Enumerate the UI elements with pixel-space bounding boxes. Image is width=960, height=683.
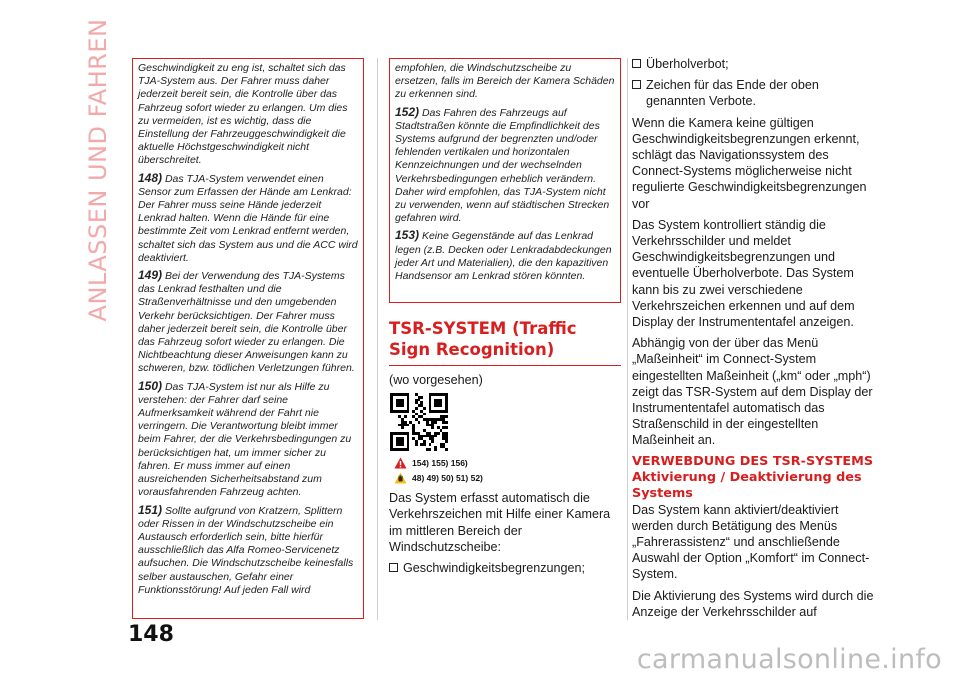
paragraph: Abhängig von der über das Menü „Maßeinheit“ im Connect-System eingestellten Maßeinheit („km“ oder „mph“) zeigt das TSR-System auf dem Display der Instrumententafel automatisch das Straßenschild in der eingestellten Maßeinheit an.: [632, 336, 873, 448]
list-item-text: Geschwindigkeitsbegrenzungen;: [403, 561, 586, 576]
warning-note: [138, 269, 358, 376]
chapter-side-tab-label: ANLASSEN UND FAHREN: [84, 18, 112, 322]
subsection-subheading: Aktivierung / Deaktivierung des Systems: [632, 469, 862, 501]
qr-code-icon[interactable]: [390, 393, 448, 451]
warning-note: [138, 504, 358, 597]
paragraph: Wenn die Kamera keine gültigen Geschwindigkeitsbegrenzungen erkennt, schlägt das Navigationssystem des Connect-Systems möglicherweise nicht regulierte Geschwindigkeitsbegrenzungen vor: [632, 115, 867, 211]
paragraph: Die Aktivierung des Systems wird durch die Anzeige der Verkehrsschilder auf: [632, 588, 874, 619]
warning-note-number: 150): [138, 378, 163, 393]
warning-triangle-icon: [394, 457, 407, 469]
caution-reference-numbers: 48) 49) 50) 51) 52): [412, 473, 483, 484]
warning-note-text: Keine Gegenstände auf das Lenkrad legen (z.B. Decken oder Lenkradabdeckungen jeder Art und Materialien), die den kapazitiven Handsensor am Lenkrad stören könnten.: [395, 230, 612, 283]
list-item: [389, 560, 621, 576]
paragraph: Das System kann aktiviert/deaktiviert werden durch Betätigung des Menüs „Fahrerassistenz“ und anschließende Auswahl der Option „Komfort“ im Connect-System.: [632, 502, 870, 582]
warning-note: [395, 106, 615, 226]
checkbox-bullet-icon: [389, 563, 398, 572]
list-item-text: Überholverbot;: [646, 57, 729, 71]
warning-note-text: Das TJA-System verwendet einen Sensor zum Erfassen der Hände am Lenkrad: Der Fahrer muss seine Hände jederzeit Lenkrad halten. Wenn die Hände für eine bestimmte Zeit vom Lenkrad entfernt werden, schaltet sich das System aus und die ACC wird deaktiviert.: [138, 172, 358, 264]
checkbox-bullet-icon: [632, 59, 641, 68]
warning-references: [394, 457, 621, 469]
section-title: TSR-SYSTEM (Traffic Sign Recognition): [389, 319, 577, 359]
watermark: carmanualsonline.info: [636, 644, 942, 675]
warning-note-number: 149): [138, 268, 163, 283]
warning-note-text: Bei der Verwendung des TJA-Systems das Lenkrad festhalten und die Straßenverhältnisse und den umgebenden Verkehr berücksichtigen. Der Fahrer muss daher jederzeit bereit sein, die Kontrolle über das Fahrzeug sofort wieder zu erlangen. Die Nichtbeachtung dieser Anweisungen kann zu schweren, bzw. tödlichen Verletzungen führen.: [138, 270, 355, 375]
warning-box-1: [132, 58, 364, 619]
section-title-rule: [389, 365, 621, 366]
warning-note: [395, 62, 615, 102]
warning-reference-numbers: 154) 155) 156): [412, 458, 468, 469]
list-item: [632, 56, 877, 72]
warning-note: [138, 380, 358, 500]
subsection-heading: VERWEBDUNG DES TSR-SYSTEMS: [632, 453, 874, 469]
warning-note: [138, 62, 358, 168]
warning-note-text: Das Fahren des Fahrzeugs auf Stadtstraßen könnte die Empfindlichkeit des Systems aufgrund der begrenzten und/oder fehlenden vertikalen und horizontalen Kennzeichnungen und der wechselnden Verkehrsbedingungen erheblich verändern. Daher wird empfohlen, das TJA-System nicht zu verwenden, wenn auf städtischen Strecken gefahren wird.: [395, 106, 610, 225]
warning-note: [395, 229, 615, 283]
column-divider-1: [377, 58, 378, 620]
section-column: [389, 318, 621, 581]
warning-note-number: 152): [395, 104, 420, 119]
list-item-text: Zeichen für das Ende der oben genannten Verbote.: [646, 78, 819, 109]
checkbox-bullet-icon: [632, 80, 641, 89]
caution-references: [394, 472, 621, 484]
availability-note: (wo vorgesehen): [389, 373, 483, 387]
warning-note-number: 151): [138, 502, 163, 517]
right-column: [632, 56, 877, 625]
paragraph: Das System kontrolliert ständig die Verkehrsschilder und meldet Geschwindigkeitsbegrenzungen und eventuelle Überholverbote. Das System kann bis zu zwei verschiedene Verkehrszeichen erkennen und auf dem Display der Instrumententafel anzeigen.: [632, 217, 855, 330]
list-item: [632, 77, 877, 109]
warning-note-text: Das TJA-System ist nur als Hilfe zu verstehen: der Fahrer darf seine Aufmerksamkeit während der Fahrt nie verringern. Die Verantwortung bleibt immer beim Fahrer, der die Verkehrsbedingungen zu berücksichtigen hat, um immer sicher zu fahren. Er muss immer auf einen ausreichenden Sicherheitsabstand zum vorausfahrenden Fahrzeug achten.: [138, 380, 352, 499]
page-number: 148: [128, 622, 174, 647]
warning-note-text: Geschwindigkeit zu eng ist, schaltet sich das TJA-System aus. Der Fahrer muss daher jederzeit bereit sein, die Kontrolle über das Fahrzeug sofort wieder zu erlangen. Um dies zu vermeiden, ist es wichtig, dass die Einstellung der Fahrzeuggeschwindigkeit die aktuelle Höchstgeschwindigkeit nicht überschreitet.: [138, 62, 348, 167]
warning-note-text: Sollte aufgrund von Kratzern, Splittern oder Rissen in der Windschutzscheibe ein Austausch erforderlich sein, bitte hierfür ausschließlich das Alfa Romeo-Servicenetz aufsuchen. Die Windschutzscheibe keinesfalls selber austauschen, Gefahr einer Funktionsstörung! Auf jeden Fall wird: [138, 504, 354, 596]
warning-note-number: 148): [138, 170, 163, 185]
column-divider-2: [627, 58, 628, 620]
warning-note-text: empfohlen, die Windschutzscheibe zu ersetzen, falls im Bereich der Kamera Schäden zu erkennen sind.: [395, 62, 615, 101]
section-intro: Das System erfasst automatisch die Verkehrszeichen mit Hilfe einer Kamera im mittleren Bereich der Windschutzscheibe:: [389, 491, 611, 554]
warning-note-number: 153): [395, 228, 420, 243]
caution-hand-icon: [394, 472, 407, 484]
warning-box-2: [389, 58, 621, 303]
chapter-side-tab: [78, 18, 118, 322]
warning-note: [138, 172, 358, 265]
